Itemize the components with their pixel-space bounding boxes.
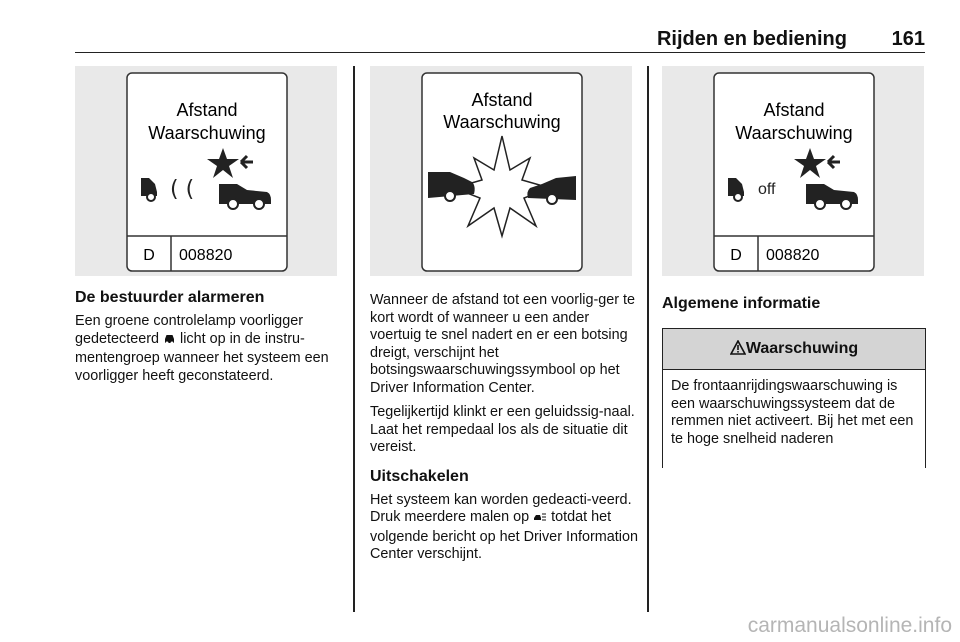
warning-triangle-icon	[730, 331, 746, 371]
paragraph-collision-symbol: Wanneer de afstand tot een voorlig-ger te kort wordt of wanneer u een ander voertuig te snel nadert en er een botsing dreigt, verschijnt het botsingswaarschuwingssymbool op het Driver Information Center.	[370, 292, 636, 396]
heading-general-info: Algemene informatie	[662, 295, 821, 312]
distance-adjust-icon	[533, 511, 547, 529]
figure-title-line2: Waarschuwing	[443, 112, 561, 132]
figure-title-line2: Waarschuwing	[735, 123, 853, 143]
section-title: Rijden en bediening	[656, 28, 847, 50]
column-2	[370, 292, 638, 571]
figure-distance-warning-on	[75, 66, 337, 276]
paragraph-audio-signal: Tegelijkertijd klinkt er een geluidssig-naal. Laat het rempedaal los als de situatie dit vereist.	[370, 404, 635, 455]
figure-code-number: 008820	[179, 247, 233, 264]
figure-title-line1: Afstand	[763, 100, 825, 120]
paragraph-deactivate: Het systeem kan worden gedeacti-veerd. Druk meerdere malen op totdat het volgende bericht op het Driver Information Center verschijnt.	[370, 491, 638, 562]
figure-code-letter: D	[730, 247, 742, 264]
figure-collision-warning	[370, 66, 632, 276]
warning-header	[663, 328, 925, 370]
figure-title-line1: Afstand	[176, 100, 238, 120]
car-ahead-icon	[163, 333, 176, 351]
warning-box	[662, 328, 926, 468]
figure-title-line1: Afstand	[471, 90, 533, 110]
figure-title-line2: Waarschuwing	[148, 123, 266, 143]
column-1	[75, 288, 345, 392]
figure-distance-warning-off	[662, 66, 924, 276]
svg-text:( (: ( (	[170, 177, 195, 202]
column-3	[662, 294, 924, 468]
off-label: off	[758, 181, 776, 198]
paragraph-green-lamp: Een groene controlelamp voorligger gedetecteerd licht op in de instru-mentengroep wanneer het systeem een voorligger heeft geconstateerd.	[75, 313, 329, 384]
warning-body: De frontaanrijdingswaarschuwing is een waarschuwingssysteem dat de remmen niet activeert. Bij het met een te hoge snelheid naderen	[671, 378, 914, 447]
page-number: 161	[891, 28, 925, 50]
heading-driver-alert: De bestuurder alarmeren	[75, 289, 265, 306]
figure-code-letter: D	[143, 247, 155, 264]
heading-disable: Uitschakelen	[370, 467, 469, 485]
watermark: carmanualsonline.info	[747, 614, 952, 637]
column-divider	[353, 66, 355, 612]
figure-code-number: 008820	[766, 247, 820, 264]
page-header	[75, 28, 925, 53]
warning-title: Waarschuwing	[745, 340, 859, 357]
column-divider	[647, 66, 649, 612]
